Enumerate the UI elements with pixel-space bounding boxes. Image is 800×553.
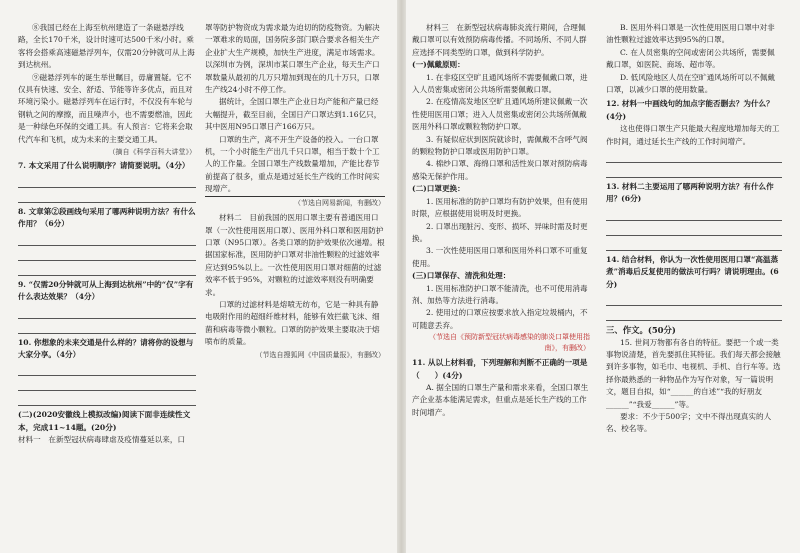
question-7: 7. 本文采用了什么说明顺序？请简要说明。（4分）	[18, 161, 190, 171]
subheading-wearing: (一)佩戴原则：	[412, 60, 465, 70]
answer-line[interactable]	[606, 221, 782, 236]
material-1-underlined: 口罩的生产，离不开生产设备的投入。一台口罩机，一个小时能生产出几千只口罩，相当于数十个工人的工作量。全国口罩生产线数量增加，产能比春节前提高了很多，重点是通过延长生产线的工作时间实现增产。	[205, 134, 385, 197]
question-9: 9. “仅需20分钟就可从上海到达杭州”中的“仅”字有什么表达效果？（4分）	[18, 279, 194, 302]
source-note: （节选自网易新闻，有删改）	[294, 198, 385, 207]
paragraph-9: ⑨磁悬浮列车的诞生举世瞩目，毋庸置疑。它不仅具有快速、安全、舒适、节能等许多优点，而且对环境污染小。磁悬浮列车在运行时，不仅没有车轮与钢轨之间的摩擦，而且噪声小，也不需要燃油，因此是一种绿色环保的交通工具。有人预言：它将来会取代汽车和飞机，成为未来的主要交通工具。	[18, 72, 193, 144]
rule-9: 2. 使用过的口罩应按要求放入指定垃圾桶内，不可随意丢弃。	[412, 308, 588, 330]
question-14: 14. 结合材料，你认为一次性使用医用口罩“高温蒸煮”消毒后反复使用的做法可行吗？请说明理由。(6分)	[606, 254, 779, 289]
answer-line[interactable]	[606, 236, 782, 251]
option-a[interactable]: A. 据全国的口罩生产量和需求来看，全国口罩生产企业基本能满足需求，但重点是延长生产线的工作时间增产。	[412, 382, 589, 417]
option-d[interactable]: D. 低风险地区人员在空旷通风场所可以不佩戴口罩，以减少口罩的使用数量。	[606, 72, 775, 95]
answer-line[interactable]	[18, 361, 196, 376]
material-2: 材料二 目前我国的医用口罩主要有普通医用口罩（一次性使用医用口罩）、医用外科口罩和医用防护口罩（N95口罩）。各类口罩的防护效果依次递增。根据国家标准，医用防护口罩对非油性颗粒的过滤效率应达到95%以上。一次性使用医用口罩对细菌的过滤效率不低于95%，对颗粒的过滤效率则没有明确要求。	[205, 213, 385, 297]
option-c[interactable]: C. 在人员密集的空间或密闭公共场所，需要佩戴口罩，如医院、商场、超市等。	[606, 47, 775, 70]
answer-line[interactable]	[18, 261, 196, 276]
answer-line[interactable]	[18, 319, 196, 334]
column-3	[412, 22, 590, 419]
subheading-replace: (二)口罩更换：	[412, 184, 465, 194]
question-12-quote: 这也使得口罩生产只能最大程度地增加每天的工作时间，通过延长生产线的工作时间增产。	[606, 124, 780, 146]
rule-4: 4. 棉纱口罩、海绵口罩和活性炭口罩对预防病毒感染无保护作用。	[412, 159, 588, 181]
material-1-body: 罩等防护物资成为需求最为迫切的防疫物资。为解决一罩难求的局面，国务院多部门联合要求各相关生产企业扩大生产规模，加快生产进度，满足市场需求。以深圳市为例，深圳市某口罩生产企业，每天生产口罩数量从最初的几万只增加到现在的几十万只，口罩生产线24小时不停工作。	[205, 23, 380, 95]
answer-line[interactable]	[606, 291, 782, 306]
rule-1: 1. 在非疫区空旷且通风场所不需要佩戴口罩，进入人员密集或密闭公共场所需要佩戴口罩。	[412, 72, 588, 95]
rule-2: 2. 在疫情高发地区空旷且通风场所建议佩戴一次性使用医用口罩；进入人员密集或密闭公共场所佩戴医用外科口罩或颗粒物防护口罩。	[412, 97, 588, 132]
rule-5: 1. 医用标准的防护口罩均有防护效果，但有使用时限，应根据使用说明及时更换。	[412, 196, 588, 219]
section-heading: (二)(2020安徽线上模拟改编)阅读下面非连续性文本，完成11~14题。(20分)	[18, 410, 191, 432]
material-3: 材料三 在新型冠状病毒肺炎流行期间，合理佩戴口罩可以有效预防病毒传播。不同场所、不同人群应选择不同类型的口罩，做到科学防护。	[412, 23, 587, 57]
material-1-start: 材料一 在新型冠状病毒肆虐及疫情蔓延以来，口	[18, 435, 186, 445]
answer-line[interactable]	[18, 391, 196, 406]
question-13: 13. 材料二主要运用了哪两种说明方法？有什么作用？(6分)	[606, 182, 774, 204]
rule-7: 3. 一次性使用医用口罩和医用外科口罩不可重复使用。	[412, 246, 588, 268]
answer-line[interactable]	[18, 246, 196, 261]
answer-line[interactable]	[18, 304, 196, 319]
page-gutter	[397, 0, 406, 553]
source-note: （摘自《科学百科大讲堂》）	[108, 148, 196, 157]
essay-section-heading: 三、作文。(50分)	[606, 325, 676, 336]
answer-line[interactable]	[606, 148, 782, 163]
answer-line[interactable]	[606, 206, 782, 221]
paragraph-8: ⑧我国已经在上海至杭州建造了一条磁悬浮线路，全长170千米，设计时速可达500千米/小时。乘客将会搭乘高速磁悬浮列车，仅需20分钟就可从上海到达杭州。	[18, 23, 195, 70]
question-10: 10. 你想象的未来交通是什么样的？请将你的设想与大家分享。（4分）	[18, 337, 194, 359]
answer-line[interactable]	[18, 188, 196, 203]
rule-8: 1. 医用标准防护口罩不能清洗，也不可使用消毒剂、加热等方法进行消毒。	[412, 283, 588, 305]
material-1-para-2: 据统计，全国口罩生产企业日均产能和产量已经大幅提升，截至目前，全国日产口罩达到1.16亿只，其中医用N95口罩日产166万只。	[205, 97, 382, 132]
source-note: （节选自搜狐网《中国质量报》，有删改）	[255, 350, 385, 359]
question-15: 15. 世间万物都有各自的特征。要把一个或一类事物说清楚，首先要抓住其特征。我们每天都会接触到许多事物，如毛巾、电视机、手机、自行车等。选择你最熟悉的一种物品作为写作对象，写一篇说明文，题目自拟，如“______的自述”“我的好朋友______”“我爱______”等。	[606, 337, 781, 409]
question-15-requirements: 要求：不少于500字；文中不得出现真实的人名、校名等。	[606, 411, 772, 434]
question-12: 12. 材料一中画线句的加点字能否删去？为什么？(4分)	[606, 99, 774, 121]
rule-3: 3. 有疑似症状到医院就诊时，需佩戴不含呼气阀的颗粒物防护口罩或医用防护口罩。	[412, 134, 588, 157]
answer-line[interactable]	[18, 231, 196, 246]
answer-line[interactable]	[18, 173, 196, 188]
option-b[interactable]: B. 医用外科口罩是一次性使用医用口罩中对非油性颗粒过滤效率达到95%的口罩。	[606, 23, 775, 45]
answer-line[interactable]	[606, 306, 782, 321]
subheading-storage: (三)口罩保存、清洗和处理：	[412, 271, 511, 281]
rule-6: 2. 口罩出现脏污、变形、损坏、异味时需及时更换。	[412, 221, 588, 243]
column-4	[606, 22, 782, 436]
column-1	[18, 22, 196, 447]
answer-line[interactable]	[606, 163, 782, 178]
material-2-para-2: 口罩的过滤材料是熔喷无纺布，它是一种具有静电吸附作用的超细纤维材料，能够有效拦截飞沫、细菌和病毒等微小颗粒。口罩的防护效果主要取决于熔喷布的质量。	[205, 299, 380, 347]
answer-line[interactable]	[18, 376, 196, 391]
question-8: 8. 文章第②段画线句采用了哪两种说明方法？有什么作用？（6分）	[18, 206, 196, 229]
column-2	[205, 22, 385, 361]
question-11: 11. 从以上材料看，下列理解和判断不正确的一项是（ ）(4分)	[412, 358, 588, 380]
source-note: （节选自《预防新型冠状病毒感染的肺炎口罩使用指南》，有删改）	[429, 333, 590, 353]
